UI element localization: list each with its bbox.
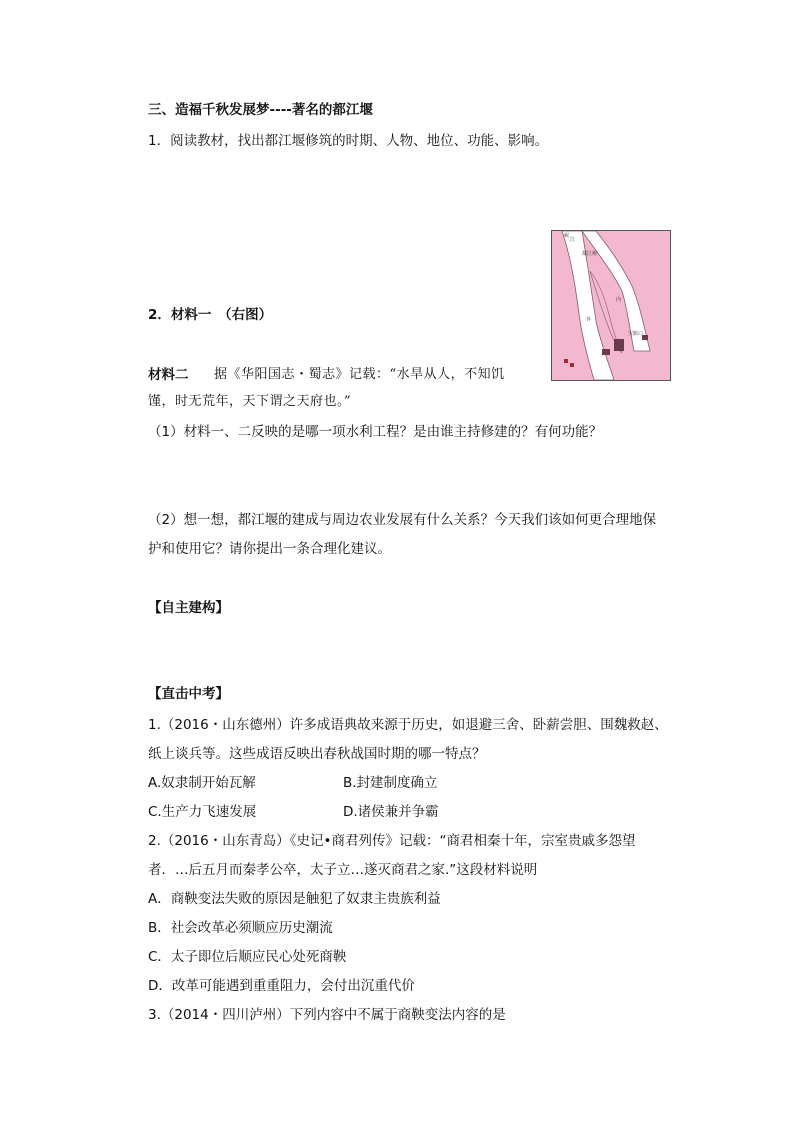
material-2-label: 材料二 [148, 367, 189, 383]
map-label-baopingkou: 宝瓶口 [628, 331, 644, 337]
sub-question-2-line2: 护和使用它？请你提出一条合理化建议。 [148, 541, 391, 557]
river-map-icon [552, 231, 670, 380]
map-label-inner: 内 [616, 297, 622, 303]
exam-q1-line2: 纸上谈兵等。这些成语反映出春秋战国时期的哪一特点？ [148, 746, 486, 762]
exam-q3: 3.（2014・四川泸州）下列内容中不属于商鞅变法内容的是 [148, 1007, 506, 1023]
sub-question-2-line1: （2）想一想，都江堰的建成与周边农业发展有什么关系？今天我们该如何更合理地保 [148, 512, 657, 528]
material-1-label: 2．材料一 （右图） [148, 307, 273, 323]
exam-q2-option-d: D．改革可能遇到重重阻力，会付出沉重代价 [148, 978, 415, 994]
map-label-dujiangyan: 都江堰 [582, 251, 598, 257]
exam-q2-option-b: B．社会改革必须顺应历史潮流 [148, 920, 333, 936]
exam-q1-option-d: D.诸侯兼并争霸 [343, 804, 439, 820]
dujiangyan-map-image [551, 230, 671, 381]
exam-q1-line1: 1.（2016・山东德州）许多成语典故来源于历史，如退避三舍、卧薪尝胆、围魏救赵、 [148, 717, 668, 733]
sub-question-1: （1）材料一、二反映的是哪一项水利工程？是由谁主持修建的？有何功能？ [148, 424, 603, 440]
map-label-min: 岷 [564, 233, 570, 239]
map-label-outer: 外 [586, 317, 592, 323]
exam-q2-line2: 者．…后五月而秦孝公卒，太子立…遂灭商君之家.”这段材料说明 [148, 862, 538, 878]
exam-q1-option-b: B.封建制度确立 [343, 775, 438, 791]
exam-q1-option-c: C.生产力飞速发展 [148, 804, 257, 820]
exam-q1-option-a: A.奴隶制开始瓦解 [148, 775, 256, 791]
exam-q2-option-c: C．太子即位后顺应民心处死商鞅 [148, 949, 347, 965]
exam-q2-line1: 2.（2016・山东青岛）《史记•商君列传》记载：“商君相秦十年，宗室贵戚多怨望 [148, 833, 636, 849]
material-2-text-line2: 馑，时无荒年，天下谓之天府也。” [148, 394, 352, 409]
exam-q2-option-a: A．商鞅变法失败的原因是触犯了奴隶主贵族利益 [148, 891, 441, 907]
question-1: 1．阅读教材，找出都江堰修筑的时期、人物、地位、功能、影响。 [148, 133, 549, 149]
self-build-heading: 【自主建构】 [148, 600, 229, 616]
material-2-text-line1: 据《华阳国志・蜀志》记载：“水旱从人，不知饥 [214, 367, 505, 382]
exam-heading: 【直击中考】 [148, 686, 229, 702]
map-label-jiang: 江 [570, 237, 576, 243]
section-title: 三、造福千秋发展梦----著名的都江堰 [148, 102, 373, 118]
